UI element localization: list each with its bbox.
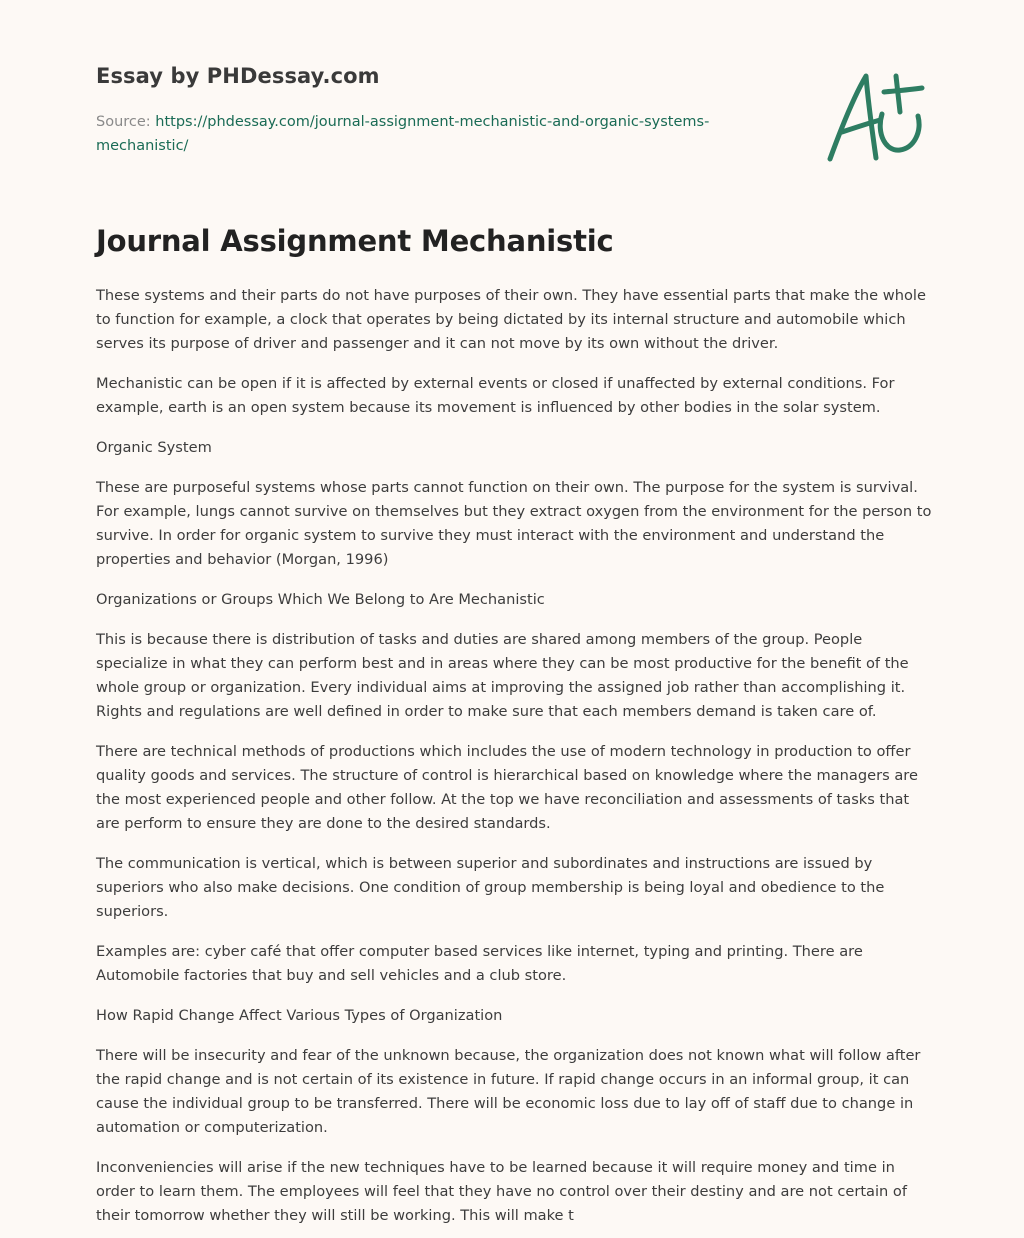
paragraph: There will be insecurity and fear of the unknown because, the organization does not known what will follow after the rapid change and is not certain of its existence in future. If rapid change occurs in an informal group, it can cause the individual group to be transferred. There will be economic loss due to lay off of staff due to change in automation or computerization.	[96, 1047, 921, 1136]
source-label: Source:	[96, 114, 156, 130]
paragraph: Inconveniencies will arise if the new techniques have to be learned because it will require money and time in order to learn them. The employees will feel that they have no control over their destiny and are not certain of their tomorrow whether they will still be working. This will make t	[96, 1159, 907, 1224]
a-plus-grade-icon	[820, 66, 930, 166]
essay-body	[96, 284, 932, 1238]
source-link[interactable]: https://phdessay.com/journal-assignment-mechanistic-and-organic-systems-mechanistic/	[96, 114, 710, 154]
paragraph: These are purposeful systems whose parts cannot function on their own. The purpose for the system is survival. For example, lungs cannot survive on themselves but they extract oxygen from the environment for the person to survive. In order for organic system to survive they must interact with the environment and understand the properties and behavior (Morgan, 1996)	[96, 479, 932, 568]
paragraph: Examples are: cyber café that offer computer based services like internet, typing and printing. There are Automobile factories that buy and sell vehicles and a club store.	[96, 943, 863, 984]
site-brand: Essay by PHDessay.com	[96, 64, 380, 88]
section-heading: Organizations or Groups Which We Belong to Are Mechanistic	[96, 591, 545, 608]
paragraph: These systems and their parts do not have purposes of their own. They have essential parts that make the whole to function for example, a clock that operates by being dictated by its internal structure and automobile which serves its purpose of driver and passenger and it can not move by its own without the driver.	[96, 287, 926, 352]
section-heading: Organic System	[96, 439, 212, 456]
paragraph: There are technical methods of productions which includes the use of modern technology in production to offer quality goods and services. The structure of control is hierarchical based on knowledge where the managers are the most experienced people and other follow. At the top we have reconciliation and assessments of tasks that are perform to ensure they are done to the desired standards.	[96, 743, 918, 832]
essay-title: Journal Assignment Mechanistic	[96, 224, 614, 258]
paragraph: The communication is vertical, which is between superior and subordinates and instructions are issued by superiors who also make decisions. One condition of group membership is being loyal and obedience to the superiors.	[96, 855, 885, 920]
source-line	[96, 110, 756, 158]
paragraph: This is because there is distribution of tasks and duties are shared among members of the group. People specialize in what they can perform best and in areas where they can be most productive for the benefit of the whole group or organization. Every individual aims at improving the assigned job rather than accomplishing it. Rights and regulations are well defined in order to make sure that each members demand is taken care of.	[96, 631, 909, 720]
section-heading: How Rapid Change Affect Various Types of Organization	[96, 1007, 503, 1024]
paragraph: Mechanistic can be open if it is affected by external events or closed if unaffected by external conditions. For example, earth is an open system because its movement is influenced by other bodies in the solar system.	[96, 375, 895, 416]
